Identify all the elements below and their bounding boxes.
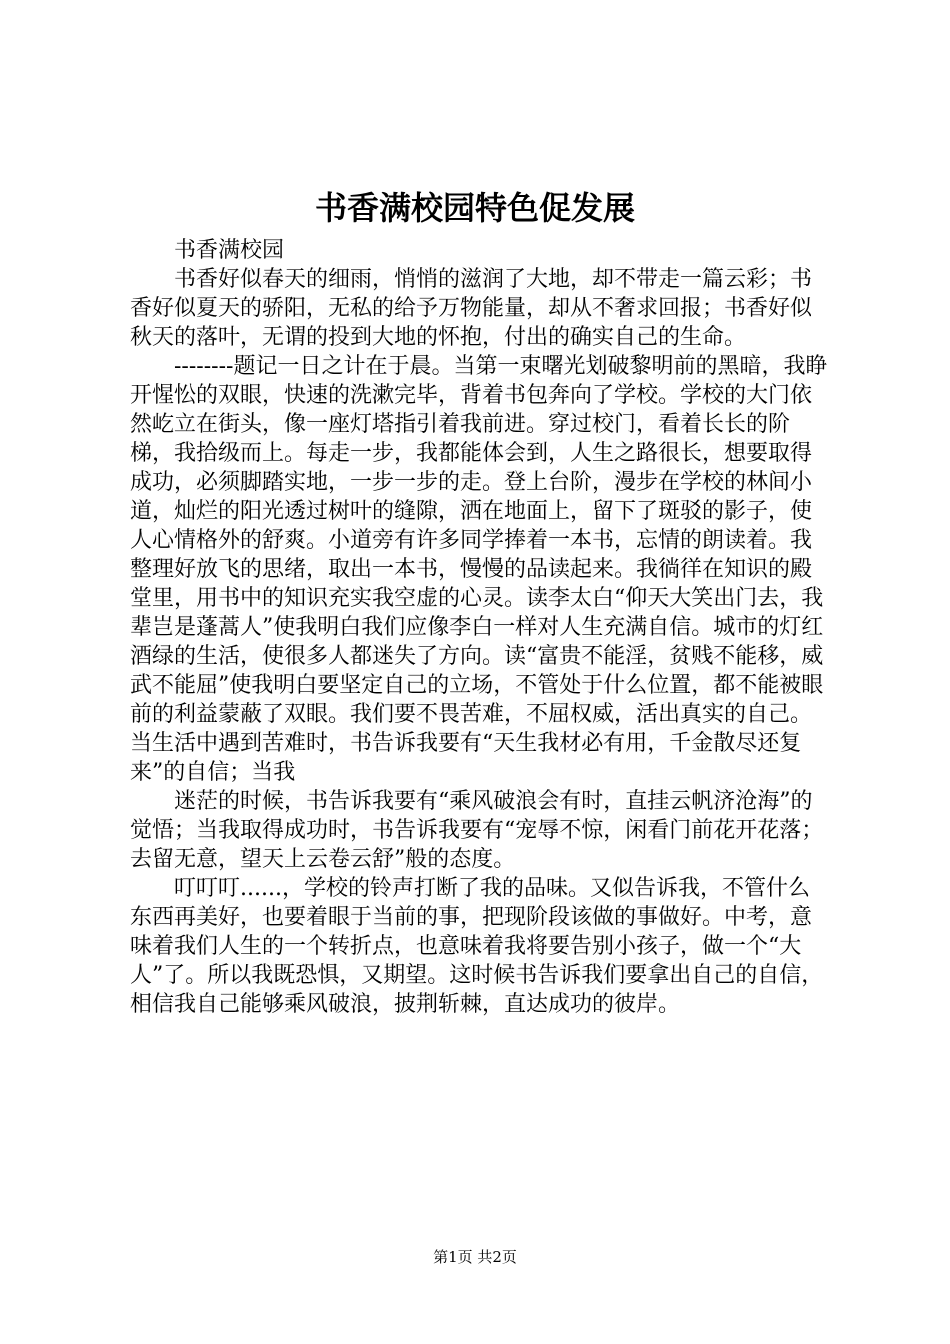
paragraph: 叮叮叮......，学校的铃声打断了我的品味。又似告诉我，不管什么东西再美好，也要着眼于当前的事，把现阶段该做的事做好。中考，意味着我们人生的一个转折点，也意味着我将要告别小孩子，做一个“大人”了。所以我既恐惧，又期望。这时候书告诉我们要拿出自己的自信，相信我自己能够乘风破浪，披荆斩棘，直达成功的彼岸。 xyxy=(130,876,824,1017)
paragraph: --------题记一日之计在于晨。当第一束曙光划破黎明前的黑暗，我睁开惺忪的双眼，快速的洗漱完毕，背着书包奔向了学校。学校的大门依然屹立在街头，像一座灯塔指引着我前进。穿过校门，看着长长的阶梯，我拾级而上。每走一步，我都能体会到，人生之路很长，想要取得成功，必须脚踏实地，一步一步的走。登上台阶，漫步在学校的林间小道，灿烂的阳光透过树叶的缝隙，洒在地面上，留下了斑驳的影子，使人心情格外的舒爽。小道旁有许多同学捧着一本书，忘情的朗读着。我整理好放飞的思绪，取出一本书，慢慢的品读起来。我徜徉在知识的殿堂里，用书中的知识充实我空虚的心灵。读李太白“仰天大笑出门去，我辈岂是蓬蒿人”使我明白我们应像李白一样对人生充满自信。城市的灯红酒绿的生活，使很多人都迷失了方向。读“富贵不能淫，贫贱不能移，威武不能屈”使我明白要坚定自己的立场，不管处于什么位置，都不能被眼前的利益蒙蔽了双眼。我们要不畏苦难，不屈权威，活出真实的自己。当生活中遇到苦难时，书告诉我要有“天生我材必有用，千金散尽还复来”的自信；当我 xyxy=(130,354,828,785)
document-body xyxy=(130,236,830,1019)
paragraph-subtitle: 书香满校园 xyxy=(174,238,285,263)
document-title: 书香满校园特色促发展 xyxy=(314,189,635,227)
page-number-footer: 第1页 共2页 xyxy=(433,1248,517,1266)
paragraph: 书香好似春天的细雨，悄悄的滋润了大地，却不带走一篇云彩；书香好似夏天的骄阳，无私的给予万物能量，却从不奢求回报；书香好似秋天的落叶，无谓的投到大地的怀抱，付出的确实自己的生命。 xyxy=(130,267,813,350)
paragraph: 迷茫的时候，书告诉我要有“乘风破浪会有时，直挂云帆济沧海”的觉悟；当我取得成功时，书告诉我要有“宠辱不惊，闲看门前花开花落；去留无意，望天上云卷云舒”般的态度。 xyxy=(130,789,824,872)
